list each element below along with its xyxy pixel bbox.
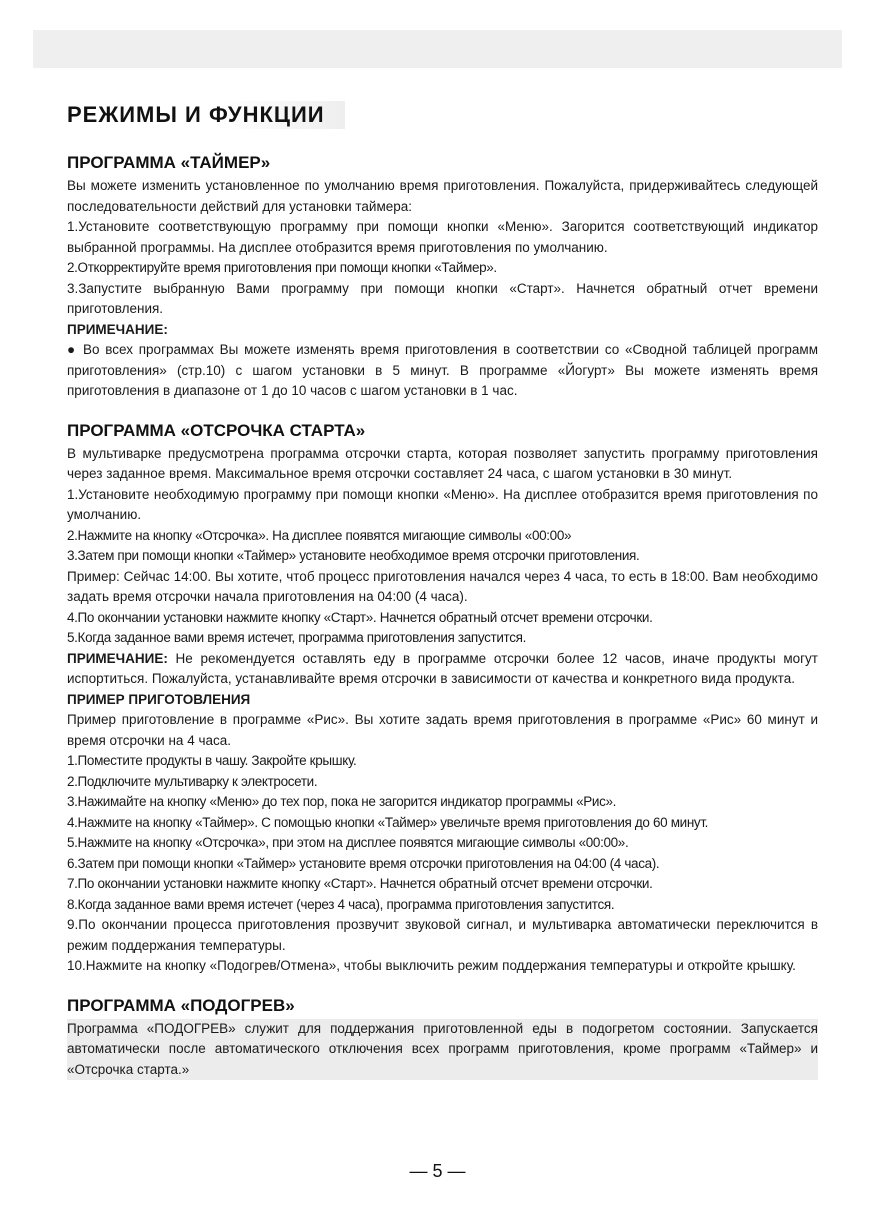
example-step-5: 5.Нажмите на кнопку «Отсрочка», при этом на дисплее появятся мигающие символы «00:00». xyxy=(67,835,629,850)
example-intro: Пример приготовление в программе «Рис». Вы хотите задать время приготовления в программе «Рис» 60 минут и время отсрочки на 4 часа. xyxy=(67,712,818,748)
header-band xyxy=(33,30,842,68)
warm-text: Программа «ПОДОГРЕВ» служит для поддержания приготовленной еды в подогретом состоянии. Запускается автоматически после автоматического отключения всех программ приготовления, кроме программ «Таймер» и «Отсрочка старта.» xyxy=(67,1019,818,1081)
section-title-timer: ПРОГРАММА «ТАЙМЕР» xyxy=(67,153,271,172)
delay-example-note: Пример: Сейчас 14:00. Вы хотите, чтоб процесс приготовления начался через 4 часа, то есть в 18:00. Вам необходимо задать время отсрочки начала приготовления на 04:00 (4 часа). xyxy=(67,568,818,604)
page-number: — 5 — xyxy=(409,1161,466,1181)
timer-step-2: 2.Откорректируйте время приготовления при помощи кнопки «Таймер». xyxy=(67,260,497,275)
delay-step-1: 1.Установите необходимую программу при помощи кнопки «Меню». На дисплее отобразится время приготовления по умолчанию. xyxy=(67,486,818,522)
timer-note-title: ПРИМЕЧАНИЕ: xyxy=(67,321,168,337)
delay-note-label: ПРИМЕЧАНИЕ: xyxy=(67,650,168,666)
delay-intro: В мультиварке предусмотрена программа отсрочки старта, которая позволяет запустить программу приготовления через заданное время. Максимальное время отсрочки составляет 24 часа, с шагом установки в 30 минут. xyxy=(67,445,818,481)
timer-step-1: 1.Установите соответствующую программу при помощи кнопки «Меню». Загорится соответствующий индикатор выбранной программы. На дисплее отобразится время приготовления по умолчанию. xyxy=(67,219,818,255)
timer-step-3: 3.Запустите выбранную Вами программу при помощи кнопки «Старт». Начнется обратный отчет времени приготовления. xyxy=(67,280,818,316)
page-content xyxy=(67,152,818,1098)
section-delay xyxy=(67,420,818,977)
delay-step-2: 2.Нажмите на кнопку «Отсрочка». На дисплее появятся мигающие символы «00:00» xyxy=(67,527,572,543)
delay-step-3: 3.Затем при помощи кнопки «Таймер» установите необходимое время отсрочки приготовления. xyxy=(67,548,640,563)
example-step-8: 8.Когда заданное вами время истечет (через 4 часа), программа приготовления запустится. xyxy=(67,896,615,912)
example-step-6: 6.Затем при помощи кнопки «Таймер» установите время отсрочки приготовления на 04:00 (4 часа). xyxy=(67,855,660,871)
example-step-7: 7.По окончании установки нажмите кнопку «Старт». Начнется обратный отсчет времени отсрочки. xyxy=(67,876,653,891)
page-title: РЕЖИМЫ И ФУНКЦИИ xyxy=(67,101,345,129)
delay-note-text: Не рекомендуется оставлять еду в программе отсрочки более 12 часов, иначе продукты могут испортиться. Пожалуйста, устанавливайте время отсрочки в зависимости от качества и конкретного вида продукта. xyxy=(67,650,818,686)
section-title-warm: ПРОГРАММА «ПОДОГРЕВ» xyxy=(67,995,295,1015)
section-warm xyxy=(67,995,818,1081)
timer-note-text: ● Во всех программах Вы можете изменять время приготовления в соответствии со «Сводной таблицей программ приготовления» (стр.10) с шагом установки в 5 минут. В программе «Йогурт» Вы можете изменять время приготовления в диапазоне от 1 до 10 часов с шагом установки в 1 час. xyxy=(67,342,818,398)
delay-step-5: 5.Когда заданное вами время истечет, программа приготовления запустится. xyxy=(67,630,526,645)
example-step-3: 3.Нажимайте на кнопку «Меню» до тех пор, пока не загорится индикатор программы «Рис». xyxy=(67,794,617,809)
delay-step-4: 4.По окончании установки нажмите кнопку «Старт». Начнется обратный отсчет времени отсрочки. xyxy=(67,609,653,625)
example-step-10: 10.Нажмите на кнопку «Подогрев/Отмена», чтобы выключить режим поддержания температуры и откройте крышку. xyxy=(67,958,796,973)
section-timer xyxy=(67,152,818,402)
timer-intro: Вы можете изменить установленное по умолчанию время приготовления. Пожалуйста, придерживайтесь следующей последовательности действий для установки таймера: xyxy=(67,178,818,214)
example-title: ПРИМЕР ПРИГОТОВЛЕНИЯ xyxy=(67,691,251,707)
section-title-delay: ПРОГРАММА «ОТСРОЧКА СТАРТА» xyxy=(67,420,366,440)
example-step-4: 4.Нажмите на кнопку «Таймер». С помощью кнопки «Таймер» увеличьте время приготовления до 60 минут. xyxy=(67,814,709,830)
example-step-2: 2.Подключите мультиварку к электросети. xyxy=(67,773,318,789)
example-step-9: 9.По окончании процесса приготовления прозвучит звуковой сигнал, и мультиварка автоматически переключится в режим поддержания температуры. xyxy=(67,917,818,953)
example-step-1: 1.Поместите продукты в чашу. Закройте крышку. xyxy=(67,753,357,768)
delay-note xyxy=(67,649,818,690)
